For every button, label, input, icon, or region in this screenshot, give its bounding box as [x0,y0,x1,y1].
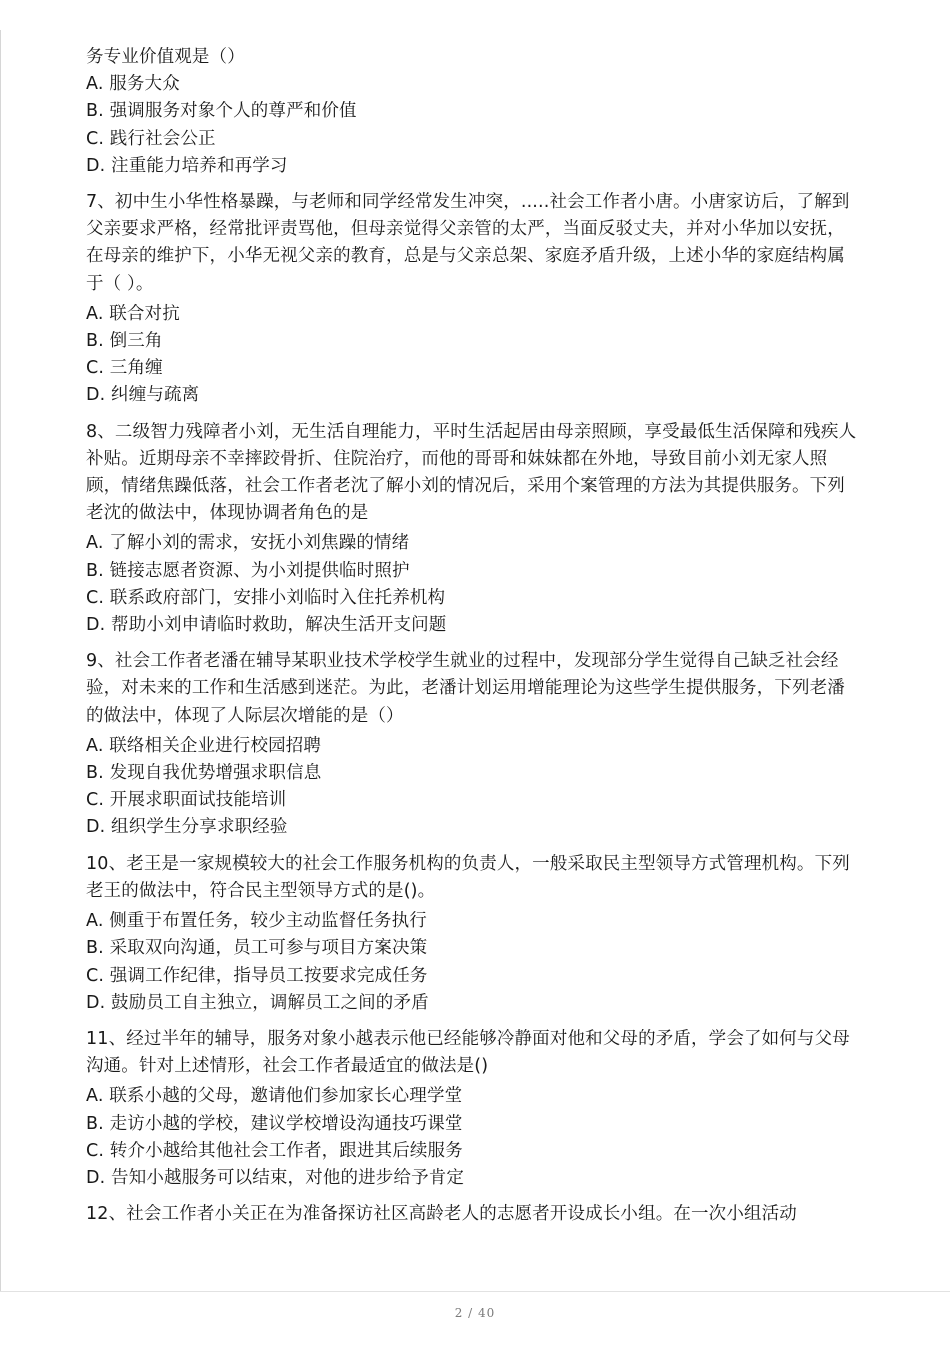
option-d: D. 鼓励员工自主独立，调解员工之间的矛盾 [86,992,429,1013]
page-number: 2 / 40 [454,1306,496,1320]
question-block [86,1201,861,1228]
option-d: D. 告知小越服务可以结束，对他的进步给予肯定 [86,1167,465,1188]
document-body [86,44,861,1237]
option-b: B. 链接志愿者资源、为小刘提供临时照护 [86,560,410,581]
question-stem: 11、经过半年的辅导，服务对象小越表示他已经能够冷静面对他和父母的矛盾，学会了如何与父母沟通。针对上述情形，社会工作者最适宜的做法是() [86,1028,850,1077]
option-b: B. 走访小越的学校，建议学校增设沟通技巧课堂 [86,1113,463,1134]
question-stem: 7、初中生小华性格暴躁，与老师和同学经常发生冲突，.....社会工作者小唐。小唐家访后，了解到父亲要求严格，经常批评责骂他，但母亲觉得父亲管的太严，当面反驳丈夫，并对小华加以安抚，在母亲的维护下，小华无视父亲的教育，总是与父亲总架、家庭矛盾升级，上述小华的家庭结构属于（ ）。 [86,192,850,294]
option-b: B. 强调服务对象个人的尊严和价值 [86,101,357,122]
option-d: D. 帮助小刘申请临时救助，解决生活开支问题 [86,615,447,636]
option-d: D. 组织学生分享求职经验 [86,817,288,838]
option-c: C. 践行社会公正 [86,128,216,149]
option-a: A. 联合对抗 [86,303,180,324]
option-d: D. 注重能力培养和再学习 [86,155,288,176]
question-stem: 务专业价值观是（） [86,47,245,67]
question-stem: 12、社会工作者小关正在为准备探访社区高龄老人的志愿者开设成长小组。在一次小组活动 [86,1204,797,1225]
option-c: C. 强调工作纪律，指导员工按要求完成任务 [86,965,428,986]
option-b: B. 倒三角 [86,331,163,352]
question-stem: 10、老王是一家规模较大的社会工作服务机构的负责人，一般采取民主型领导方式管理机构。下列老王的做法中，符合民主型领导方式的是()。 [86,853,850,901]
question-block [86,648,861,841]
option-c: C. 开展求职面试技能培训 [86,790,287,811]
question-block [86,44,861,180]
page-left-border [0,30,1,1292]
option-b: B. 采取双向沟通，员工可参与项目方案决策 [86,938,428,959]
question-stem: 9、社会工作者老潘在辅导某职业技术学校学生就业的过程中，发现部分学生觉得自己缺乏社会经验，对未来的工作和生活感到迷茫。为此，老潘计划运用增能理论为这些学生提供服务，下列老潘的做法中，体现了人际层次增能的是（） [86,651,845,726]
question-block [86,1026,861,1192]
option-a: A. 了解小刘的需求，安抚小刘焦躁的情绪 [86,533,410,554]
option-a: A. 服务大众 [86,74,180,95]
option-c: C. 联系政府部门，安排小刘临时入住托养机构 [86,587,446,608]
option-a: A. 联络相关企业进行校园招聘 [86,735,322,756]
option-d: D. 纠缠与疏离 [86,385,200,406]
page-bottom-border [0,1291,950,1292]
question-block [86,189,861,410]
option-c: C. 三角缠 [86,358,163,379]
option-a: A. 侧重于布置任务，较少主动监督任务执行 [86,911,427,932]
question-block [86,419,861,640]
option-a: A. 联系小越的父母，邀请他们参加家长心理学堂 [86,1086,463,1107]
question-block [86,851,861,1017]
option-c: C. 转介小越给其他社会工作者，跟进其后续服务 [86,1140,463,1161]
option-b: B. 发现自我优势增强求职信息 [86,763,322,784]
question-stem: 8、二级智力残障者小刘，无生活自理能力，平时生活起居由母亲照顾，享受最低生活保障和残疾人补贴。近期母亲不幸摔跤骨折、住院治疗，而他的哥哥和妹妹都在外地，导致目前小刘无家人照顾，情绪焦躁低落，社会工作者老沈了解小刘的情况后，采用个案管理的方法为其提供服务。下列老沈的做法中，体现协调者角色的是 [86,421,857,524]
